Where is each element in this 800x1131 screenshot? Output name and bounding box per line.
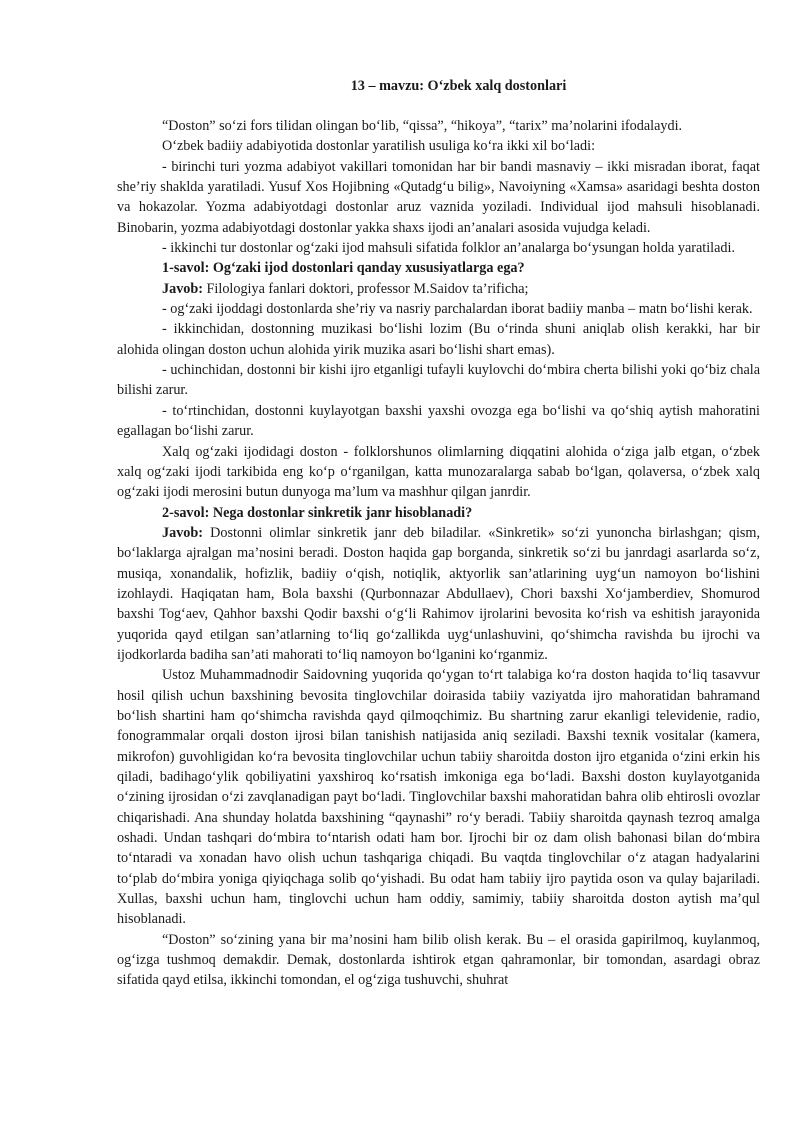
body-paragraph: - ikkinchidan, dostonning muzikasi bo‘lishi lozim (Bu o‘rinda shuni aniqlab olish kerakki, har bir alohida olingan doston uchun alohida yirik muzika asari bo‘lishi shart emas). <box>117 321 760 358</box>
document-body <box>117 116 760 991</box>
body-paragraph: - og‘zaki ijoddagi dostonlarda she’riy va nasriy parchalardan iborat badiiy manba – matn bo‘lishi kerak. <box>162 301 753 318</box>
body-paragraph: - uchinchidan, dostonni bir kishi ijro etganligi tufayli kuylovchi do‘mbira cherta bilishi yoki qo‘biz chala bilishi zarur. <box>117 362 760 399</box>
body-paragraph: O‘zbek badiiy adabiyotida dostonlar yaratilish usuliga ko‘ra ikki xil bo‘ladi: <box>162 138 596 155</box>
body-paragraph: Ustoz Muhammadnodir Saidovning yuqorida qo‘ygan to‘rt talabiga ko‘ra doston haqida to‘liq tasavvur hosil qilish uchun baxshining bevosita tinglovchilar doirasida tabiiy vaziyatda ijro mahoratidan bahramand bo‘lish shartini ham qo‘shimcha ravishda qayd qilmoqchimiz. Bu shartning zarur ekanligi televidenie, radio, fonogrammalar orqali doston ijrosi bilan tanishish natijasida aniq seziladi. Baxshi texnik vositalar (kamera, mikrofon) guvohligidan ko‘ra bevosita tinglovchilar uchun tabiiy sharoitda doston ijro etganida o‘zini erkin his qiladi, badihago‘ylik qobiliyatini yaxshiroq ko‘rsatish imkoniga ega bo‘ladi. Baxshi doston kuylayotganida o‘zining ijrosidan o‘zi zavqlanadigan payt bo‘ladi. Tinglovchilar baxshi mahoratidan bahra olib ehtirosli ovozlar chiqarishadi. Ana shunday holatda baxshining “qaynashi” ro‘y beradi. Tabiiy sharoitda qaynash tezroq amalga oshadi. Undan tashqari do‘mbira to‘ntarish odati ham bor. Ijrochi bir oz dam olish bahonasi bilan do‘mbira to‘ntaradi va xonadan havo olish uchun tashqariga chiqadi. Bu vaqtda tinglovchilar o‘z atagan hadyalarini to‘plab do‘mbira yoniga qiyiqchaga solib qo‘yishadi. Bu odat ham tabiiy ijro paytida oson va qulay bajariladi. Xullas, baxshi uchun ham, tinglovchi uchun ham oddiy, samimiy, tabiiy sharoitda doston aytish ma’qul hisoblanadi. <box>117 667 760 928</box>
answer-label: Javob: <box>162 280 203 297</box>
body-paragraph: - birinchi turi yozma adabiyot vakillari tomonidan har bir bandi masnaviy – ikki misradan iborat, faqat she’riy shaklda yaratiladi. Yusuf Xos Hojibning «Qutadg‘u bilig», Navoiyning «Xamsa» asaridagi beshta doston va hokazolar. Yozma adabiyotdagi dostonlar aruz vaznida yoziladi. Individual ijod mahsuli hisoblanadi. Binobarin, yozma adabiyotdagi dostonlar yakka shaxs ijodi an’analari asosida vujudga keladi. <box>117 158 760 236</box>
answer-paragraph <box>117 523 760 665</box>
body-paragraph: - to‘rtinchidan, dostonni kuylayotgan baxshi yaxshi ovozga ega bo‘lishi va qo‘shiq aytish mahoratini egallagan bo‘lishi zarur. <box>117 402 760 440</box>
question-heading: 2-savol: Nega dostonlar sinkretik janr hisoblanadi? <box>162 504 473 521</box>
body-paragraph: “Doston” so‘zi fors tilidan olingan bo‘lib, “qissa”, “hikoya”, “tarix” ma’nolarini ifodalaydi. <box>162 118 683 134</box>
body-paragraph: “Doston” so‘zining yana bir ma’nosini ham bilib olish kerak. Bu – el orasida gapirilmoq, kuylanmoq, og‘izga tushmoq demakdir. Demak, dostonlarda ishtirok etgan qahramonlar, bir tomondan, asardagi obraz sifatida qayd etilsa, ikkinchi tomondan, el og‘ziga tushuvchi, shuhrat <box>117 931 760 989</box>
body-paragraph: - ikkinchi tur dostonlar og‘zaki ijod mahsuli sifatida folklor an’analarga bo‘ysungan holda yaratiladi. <box>162 240 735 257</box>
page-title: 13 – mavzu: O‘zbek xalq dostonlari <box>350 78 567 94</box>
answer-label: Javob: <box>162 524 203 541</box>
answer-text: Filologiya fanlari doktori, professor M.Saidov ta’rificha; <box>203 280 529 297</box>
question-heading: 1-savol: Og‘zaki ijod dostonlari qanday xususiyatlarga ega? <box>162 260 525 277</box>
body-paragraph: Xalq og‘zaki ijodidagi doston - folklorshunos olimlarning diqqatini alohida o‘ziga jalb etgan, o‘zbek xalq og‘zaki ijodi tarkibida eng ko‘p o‘rganilgan, katta munozaralarga sabab bo‘lgan, qolaversa, o‘zbek xalq og‘zaki ijodi merosini butun dunyoga ma’lum va mashhur qilgan janrdir. <box>117 443 760 501</box>
answer-text: Dostonni olimlar sinkretik janr deb biladilar. «Sinkretik» so‘zi yunoncha birlashgan; qism, bo‘laklarga ajralgan ma’nosini beradi. Doston haqida gap borganda, sinkretik so‘zi bu janrdagi asarlarda so‘z, musiqa, xonandalik, hofizlik, badiiy o‘qish, notiqlik, aktyorlik san’atlarining uyg‘un namoyon bo‘lishini izohlaydi. Haqiqatan ham, Bola baxshi (Qurbonnazar Abdullaev), Chori baxshi Xo‘jamberdiev, Shomurod baxshi Tog‘aev, Qahhor baxshi Qodir baxshi o‘g‘li Rahimov ijrolarini bevosita ko‘rish va eshitish jarayonida yuqorida qayd etilgan san’atlarning to‘liq go‘zallikda uyg‘unlashuvini, qo‘shimcha ravishda bu ijrochi va ijodkorlarda badiha san’ati mahorati to‘liq namoyon bo‘lganini ko‘rganmiz. <box>117 524 760 663</box>
answer-paragraph <box>117 279 760 299</box>
